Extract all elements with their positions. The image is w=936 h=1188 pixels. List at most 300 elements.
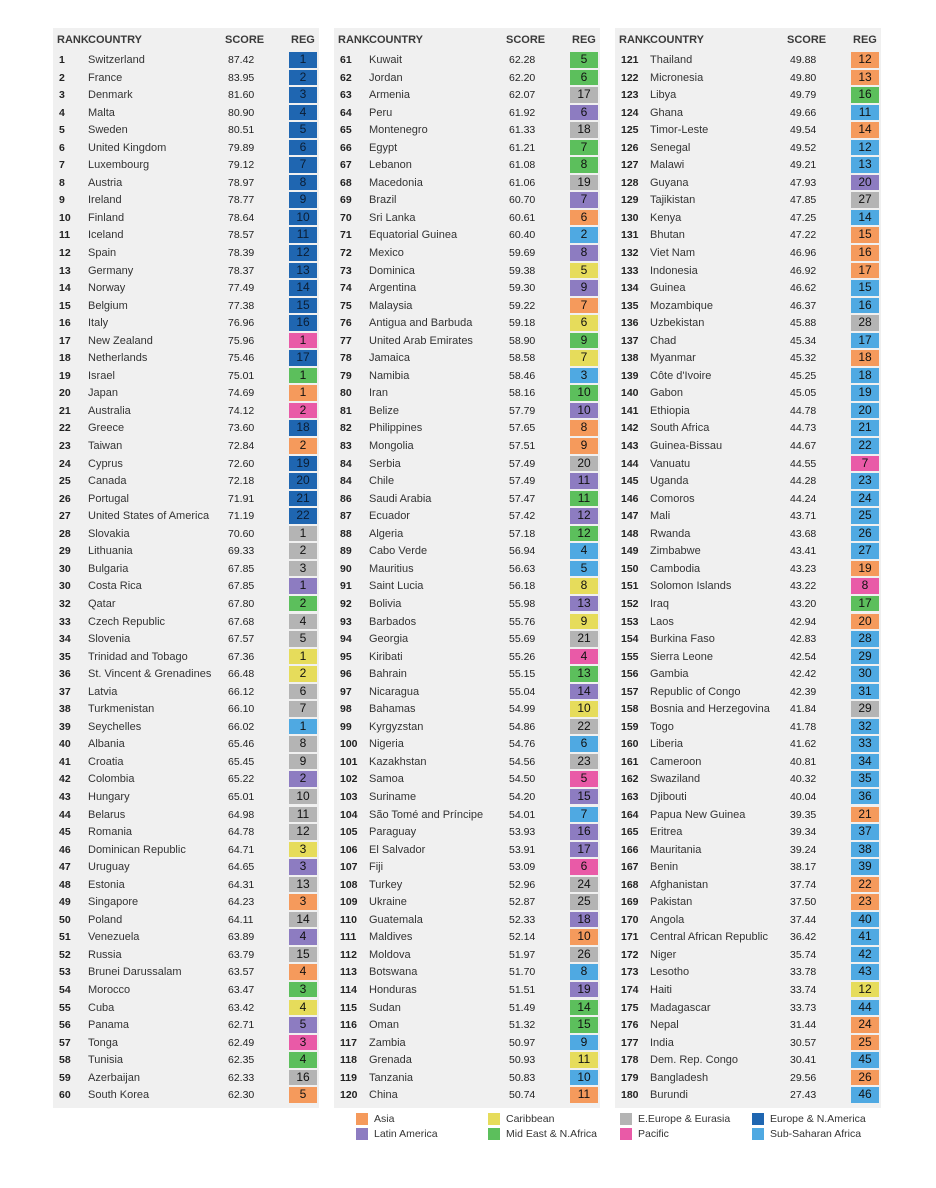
table-row [53,262,319,280]
country-cell: Niger [650,948,677,961]
score-cell: 49.79 [790,89,817,102]
table-row [615,472,881,490]
region-badge: 16 [289,1070,317,1086]
score-cell: 67.57 [228,633,255,646]
score-cell: 49.52 [790,141,817,154]
table-row [615,332,881,350]
region-badge: 4 [289,929,317,945]
rank-cell: 91 [340,580,352,593]
region-badge: 16 [851,87,879,103]
score-cell: 30.41 [790,1054,817,1067]
country-cell: Equatorial Guinea [369,229,458,242]
rank-cell: 30 [59,580,71,593]
country-cell: Croatia [88,755,124,768]
table-row [53,86,319,104]
rank-cell: 136 [621,317,639,330]
country-cell: Iceland [88,229,124,242]
table-row [334,858,600,876]
region-badge: 3 [570,368,598,384]
table-row [615,437,881,455]
region-badge: 8 [570,157,598,173]
score-cell: 57.65 [509,422,536,435]
region-badge: 7 [570,140,598,156]
table-row [615,419,881,437]
score-cell: 47.25 [790,211,817,224]
country-cell: Myanmar [650,352,696,365]
rank-cell: 84 [340,457,352,470]
column-header [334,28,600,51]
score-cell: 53.93 [509,826,536,839]
score-cell: 54.99 [509,703,536,716]
country-cell: Brunei Darussalam [88,966,182,979]
score-cell: 87.42 [228,54,255,66]
country-cell: Germany [88,264,134,277]
country-header: COUNTRY [650,34,704,46]
score-cell: 46.62 [790,282,817,295]
region-badge: 1 [289,333,317,349]
region-badge: 12 [851,52,879,68]
region-badge: 25 [851,508,879,524]
country-cell: Peru [369,106,393,119]
country-cell: Mozambique [650,299,713,312]
region-badge: 2 [289,596,317,612]
rank-cell: 80 [340,387,352,400]
rank-cell: 64 [340,106,352,119]
score-cell: 50.83 [509,1071,536,1084]
region-badge: 4 [289,614,317,630]
score-cell: 47.22 [790,229,817,242]
score-cell: 64.31 [228,878,255,891]
table-row [53,226,319,244]
table-row [334,1086,600,1104]
rank-cell: 9 [59,194,65,207]
table-row [334,700,600,718]
score-cell: 40.04 [790,790,817,803]
table-row [615,104,881,122]
country-cell: Sierra Leone [650,650,713,663]
table-row [334,455,600,473]
country-cell: Spain [88,247,117,260]
score-cell: 59.18 [509,317,536,330]
region-badge: 36 [851,789,879,805]
rank-cell: 124 [621,106,639,119]
region-badge: 11 [289,227,317,243]
rank-cell: 62 [340,71,352,84]
legend-label: E.Europe & Eurasia [638,1113,731,1125]
region-badge: 14 [570,1000,598,1016]
table-row [53,1051,319,1069]
rank-cell: 45 [59,826,71,839]
region-badge: 4 [570,543,598,559]
country-cell: Togo [650,720,674,733]
rank-cell: 15 [59,299,71,312]
region-badge: 12 [851,982,879,998]
country-cell: Costa Rica [88,580,142,593]
region-badge: 7 [289,701,317,717]
score-cell: 50.74 [509,1089,536,1102]
rank-cell: 176 [621,1019,639,1032]
rank-cell: 137 [621,334,639,347]
table-row [53,156,319,174]
rank-cell: 118 [340,1054,357,1067]
score-cell: 64.65 [228,861,255,874]
rank-cell: 83 [340,440,352,453]
table-row [334,139,600,157]
country-cell: Barbados [369,615,417,628]
score-cell: 70.60 [228,527,255,540]
region-badge: 23 [851,473,879,489]
country-cell: Ireland [88,194,122,207]
rank-cell: 165 [621,826,639,839]
region-badge: 12 [570,508,598,524]
score-cell: 55.15 [509,668,536,681]
rank-cell: 33 [59,615,71,628]
rank-cell: 59 [59,1071,71,1084]
score-header: SCORE [225,34,265,46]
rank-cell: 37 [59,685,71,698]
region-badge: 18 [570,912,598,928]
rank-cell: 66 [340,141,352,154]
score-cell: 43.23 [790,562,817,575]
region-badge: 15 [570,1017,598,1033]
region-badge: 17 [851,263,879,279]
score-cell: 67.80 [228,597,255,610]
score-cell: 65.45 [228,755,255,768]
country-cell: Burundi [650,1089,688,1102]
rank-cell: 42 [59,773,71,786]
score-cell: 33.73 [790,1001,817,1014]
country-cell: Solomon Islands [650,580,732,593]
region-badge: 9 [570,1035,598,1051]
score-cell: 44.78 [790,404,817,417]
score-cell: 59.22 [509,299,536,312]
country-cell: Dominica [369,264,415,277]
rank-cell: 71 [340,229,352,242]
score-cell: 43.68 [790,527,817,540]
region-badge: 5 [570,771,598,787]
rank-cell: 97 [340,685,352,698]
rank-cell: 117 [340,1036,357,1049]
rank-cell: 138 [621,352,639,365]
country-cell: Liberia [650,738,684,751]
region-badge: 1 [289,52,317,68]
legend-swatch [488,1128,500,1140]
table-row [53,718,319,736]
rank-cell: 102 [340,773,358,786]
score-cell: 59.38 [509,264,536,277]
country-cell: Bhutan [650,229,685,242]
ranking-rows [53,51,319,1104]
rank-cell: 20 [59,387,71,400]
country-cell: Philippines [369,422,423,435]
rank-cell: 166 [621,843,639,856]
table-row [334,595,600,613]
country-cell: Sweden [88,124,128,137]
score-cell: 54.76 [509,738,536,751]
rank-cell: 79 [340,369,352,382]
region-badge: 8 [570,578,598,594]
rank-cell: 68 [340,176,352,189]
score-cell: 45.34 [790,334,817,347]
score-header: SCORE [787,34,827,46]
rank-cell: 39 [59,720,71,733]
country-cell: Ukraine [369,896,407,909]
table-row [334,472,600,490]
region-badge: 23 [570,754,598,770]
region-badge: 6 [570,315,598,331]
table-row [53,788,319,806]
rank-cell: 48 [59,878,71,891]
region-badge: 17 [570,842,598,858]
table-row [53,806,319,824]
region-badge: 18 [570,122,598,138]
score-cell: 41.78 [790,720,817,733]
country-cell: Kenya [650,211,682,224]
country-cell: Dominican Republic [88,843,186,856]
table-row [334,613,600,631]
table-row [615,121,881,139]
region-badge: 27 [851,192,879,208]
region-badge: 29 [851,701,879,717]
table-row [615,209,881,227]
country-cell: Nicaragua [369,685,420,698]
score-cell: 38.17 [790,861,817,874]
rank-cell: 168 [621,878,639,891]
region-badge: 14 [289,912,317,928]
region-badge: 17 [851,596,879,612]
region-badge: 44 [851,1000,879,1016]
rank-header: RANK [619,34,651,46]
table-row [615,174,881,192]
country-cell: Montenegro [369,124,428,137]
table-row [53,191,319,209]
rank-cell: 21 [59,404,71,417]
score-cell: 50.93 [509,1054,536,1067]
rank-cell: 13 [59,264,71,277]
table-row [334,262,600,280]
table-row [53,735,319,753]
rank-cell: 133 [621,264,639,277]
legend-swatch [752,1128,764,1140]
rank-cell: 129 [621,194,639,207]
country-cell: Australia [88,404,131,417]
column-header [53,28,319,51]
table-row [615,69,881,87]
country-cell: Samoa [369,773,404,786]
rank-cell: 116 [340,1019,357,1032]
rank-cell: 128 [621,176,639,189]
table-row [334,244,600,262]
region-badge: 16 [570,824,598,840]
country-cell: Vanuatu [650,457,691,470]
region-badge: 7 [570,350,598,366]
country-cell: Comoros [650,492,695,505]
region-badge: 43 [851,964,879,980]
country-cell: Benin [650,861,679,874]
region-badge: 12 [289,245,317,261]
rank-cell: 57 [59,1036,71,1049]
region-badge: 5 [570,263,598,279]
table-row [615,718,881,736]
region-badge: 39 [851,859,879,875]
country-cell: Honduras [369,983,417,996]
score-cell: 57.49 [509,475,536,488]
rank-header: RANK [57,34,89,46]
country-cell: Azerbaijan [88,1071,140,1084]
score-cell: 55.26 [509,650,536,663]
score-cell: 62.71 [228,1019,255,1032]
region-badge: 1 [289,578,317,594]
country-cell: Bolivia [369,597,402,610]
table-row [53,911,319,929]
score-cell: 49.54 [790,124,817,137]
score-cell: 62.35 [228,1054,255,1067]
country-cell: New Zealand [88,334,153,347]
rank-cell: 164 [621,808,639,821]
country-cell: Bahrain [369,668,407,681]
score-cell: 47.93 [790,176,817,189]
country-cell: Japan [88,387,118,400]
table-row [53,858,319,876]
country-cell: Russia [88,948,122,961]
score-cell: 60.40 [509,229,536,242]
region-badge: 2 [289,70,317,86]
country-cell: Malta [88,106,115,119]
rank-cell: 162 [621,773,639,786]
table-row [615,384,881,402]
region-badge: 17 [570,87,598,103]
legend-swatch [488,1113,500,1125]
score-cell: 41.62 [790,738,817,751]
region-badge: 8 [289,736,317,752]
table-row [334,718,600,736]
table-row [334,753,600,771]
rank-header: RANK [338,34,370,46]
score-cell: 37.50 [790,896,817,909]
score-cell: 49.88 [790,54,817,66]
score-cell: 60.61 [509,211,536,224]
score-cell: 30.57 [790,1036,817,1049]
region-badge: 17 [851,333,879,349]
table-row [334,560,600,578]
rank-cell: 61 [340,54,352,66]
score-cell: 65.46 [228,738,255,751]
country-cell: Belarus [88,808,126,821]
legend-label: Europe & N.America [770,1113,866,1125]
table-row [334,981,600,999]
score-cell: 59.69 [509,247,536,260]
rank-cell: 76 [340,317,352,330]
region-badge: 6 [570,736,598,752]
rank-cell: 75 [340,299,352,312]
score-cell: 42.83 [790,633,817,646]
region-badge: 15 [289,947,317,963]
country-cell: Mexico [369,247,404,260]
score-cell: 79.89 [228,141,255,154]
country-cell: St. Vincent & Grenadines [88,668,212,681]
rank-cell: 155 [621,650,639,663]
country-cell: Zambia [369,1036,406,1049]
table-row [53,121,319,139]
table-row [53,437,319,455]
country-cell: Netherlands [88,352,148,365]
region-badge: 29 [851,649,879,665]
region-badge: 26 [570,947,598,963]
rank-cell: 175 [621,1001,639,1014]
region-badge: 20 [851,175,879,191]
score-cell: 57.79 [509,404,536,417]
score-cell: 42.54 [790,650,817,663]
rank-cell: 38 [59,703,71,716]
score-cell: 44.28 [790,475,817,488]
region-badge: 46 [851,1087,879,1103]
rank-cell: 142 [621,422,639,435]
score-cell: 61.08 [509,159,536,172]
score-cell: 54.20 [509,790,536,803]
rank-cell: 74 [340,282,352,295]
rank-cell: 146 [621,492,639,505]
country-cell: Bulgaria [88,562,129,575]
score-cell: 49.21 [790,159,817,172]
score-cell: 77.38 [228,299,255,312]
legend-swatch [356,1128,368,1140]
score-cell: 67.85 [228,580,255,593]
region-badge: 3 [289,842,317,858]
country-cell: Qatar [88,597,116,610]
table-row [615,402,881,420]
score-cell: 35.74 [790,948,817,961]
region-badge: 3 [289,87,317,103]
score-cell: 80.90 [228,106,255,119]
score-cell: 57.47 [509,492,536,505]
rank-cell: 6 [59,141,65,154]
rank-cell: 65 [340,124,352,137]
region-badge: 12 [851,140,879,156]
score-cell: 49.66 [790,106,817,119]
rank-cell: 25 [59,475,71,488]
table-row [334,683,600,701]
country-cell: Macedonia [369,176,423,189]
table-row [615,1086,881,1104]
rank-cell: 145 [621,475,639,488]
score-cell: 78.57 [228,229,255,242]
region-badge: 9 [289,192,317,208]
region-badge: 9 [289,754,317,770]
rank-cell: 105 [340,826,358,839]
rank-cell: 40 [59,738,71,751]
score-cell: 75.46 [228,352,255,365]
score-cell: 83.95 [228,71,255,84]
country-cell: Brazil [369,194,397,207]
rank-cell: 96 [340,668,352,681]
country-cell: Madagascar [650,1001,711,1014]
country-cell: Malawi [650,159,685,172]
rank-cell: 110 [340,913,357,926]
table-row [615,577,881,595]
table-row [334,1016,600,1034]
rank-cell: 135 [621,299,639,312]
country-cell: Haiti [650,983,673,996]
table-row [53,946,319,964]
rank-cell: 130 [621,211,639,224]
rank-cell: 78 [340,352,352,365]
score-cell: 66.48 [228,668,255,681]
country-cell: Kazakhstan [369,755,427,768]
score-cell: 58.46 [509,369,536,382]
table-row [53,893,319,911]
region-badge: 7 [570,298,598,314]
table-row [334,963,600,981]
